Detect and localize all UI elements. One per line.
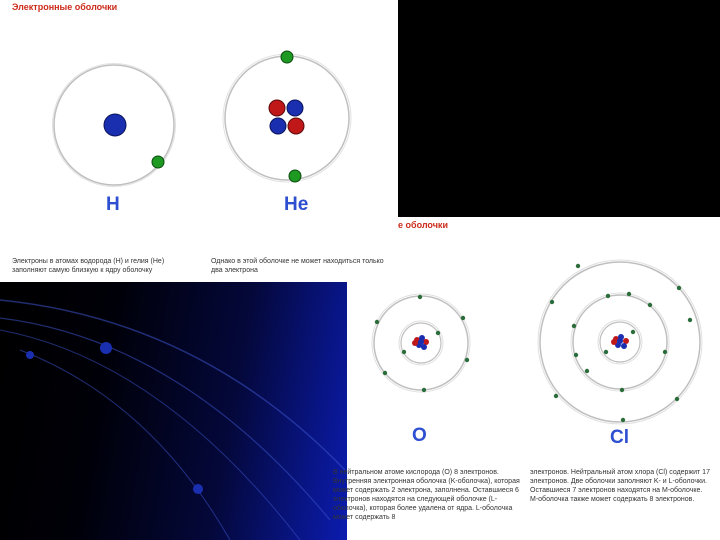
helium-neutron <box>287 100 303 116</box>
helium-neutron <box>270 118 286 134</box>
caption-h-he: Электроны в атомах водорода (H) и гелия (He) заполняют самую близкую к ядру оболочку <box>12 258 165 274</box>
hydrogen-nucleus <box>104 114 126 136</box>
caption-two-electrons: Однако в этой оболочке не может находиться только два электрона <box>211 258 384 274</box>
helium-electron <box>281 51 293 63</box>
decorative-arcs <box>0 300 345 540</box>
slide-title-fragment: е оболочки <box>398 220 448 230</box>
oxygen-nucleus <box>412 335 429 350</box>
slide-title: Электронные оболочки <box>12 2 118 12</box>
hydrogen-atom <box>53 64 176 187</box>
caption-oxygen: В нейтральном атоме кислорода (O) 8 электронов. Внутренняя электронная оболочка (K-оболочка), которая может содержать 2 электрона, заполнена. Оставшиеся 6 электронов находятся на следующей оболочке (L-оболочка), которая более удалена от ядра. L-оболочка может содержать 8 <box>333 469 520 521</box>
helium-atom <box>223 51 351 182</box>
helium-electron <box>289 170 301 182</box>
chlorine-nucleus <box>611 334 629 349</box>
hydrogen-electron <box>152 156 164 168</box>
oxygen-atom <box>372 294 470 392</box>
chlorine-atom <box>538 260 702 424</box>
helium-proton <box>288 118 304 134</box>
hydrogen-label: H <box>106 194 120 215</box>
helium-proton <box>269 100 285 116</box>
caption-chlorine: электронов. Нейтральный атом хлора (Cl) содержит 17 электронов. Две оболочки заполняют K- и L-оболочки. Оставшиеся 7 электронов находятся на M-оболочке. M-оболочка также может содержать 8 электронов. <box>530 469 710 503</box>
chlorine-label: Cl <box>610 427 629 448</box>
helium-label: He <box>284 194 309 215</box>
oxygen-label: O <box>412 425 427 446</box>
